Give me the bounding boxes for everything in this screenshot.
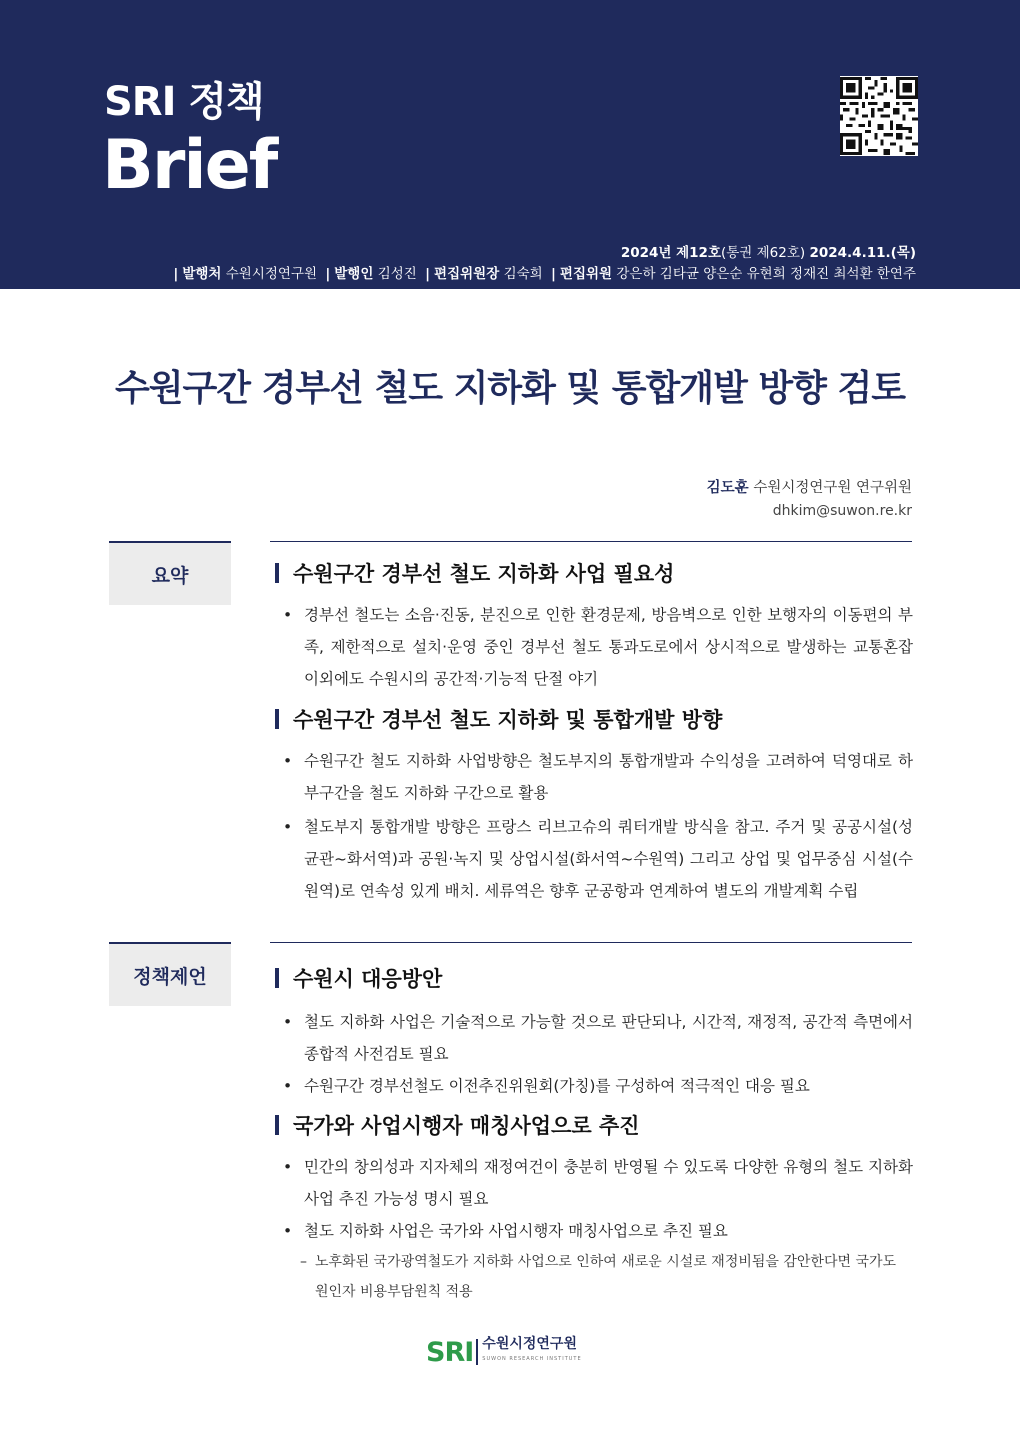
heading-bar-icon [275, 709, 279, 729]
editorial-staff [169, 262, 916, 282]
bullet-icon: • [283, 1077, 293, 1095]
policy-heading-2 [275, 1110, 640, 1140]
bullet-text: 수원구간 철도 지하화 사업방향은 철도부지의 통합개발과 수익성을 고려하여 덕영대로 하부구간을 철도 지하화 구간으로 활용 [304, 752, 913, 802]
bullet-icon: • [283, 1222, 293, 1240]
list-item [283, 1070, 913, 1102]
heading-bar-icon [275, 968, 279, 988]
separator: | [325, 266, 331, 282]
policy-heading-1 [275, 963, 442, 993]
brand-title: SRI 정책 [104, 79, 264, 125]
section-divider [270, 541, 912, 542]
issue-info [621, 241, 916, 261]
masthead [0, 0, 1020, 289]
issue-number: 2024년 제12호 [620, 245, 721, 261]
heading-text: 국가와 사업시행자 매칭사업으로 추진 [293, 1114, 640, 1138]
summary-heading-2 [275, 704, 722, 734]
list-item [283, 745, 913, 809]
separator: | [425, 266, 431, 282]
org-subtitle: SUWON RESEARCH INSTITUTE [482, 1356, 582, 1362]
issuer: 김성진 [377, 266, 417, 282]
separator: | [550, 266, 556, 282]
separator: | [173, 266, 179, 282]
sri-logo-icon [426, 1337, 473, 1368]
bullet-icon: • [283, 752, 293, 770]
issue-total: (통권 제62호) [721, 245, 806, 261]
heading-text: 수원구간 경부선 철도 지하화 및 통합개발 방향 [293, 708, 723, 732]
editors-label: 편집위원 [559, 266, 613, 282]
summary-label: 요약 [109, 541, 231, 605]
bullet-text: 경부선 철도는 소음·진동, 분진으로 인한 환경문제, 방음벽으로 인한 보행자의 이동편의 부족, 제한적으로 설치·운영 중인 경부선 철도 통과도로에서 상시적으로 발생하는 교통혼잡 이외에도 수원시의 공간적·기능적 단절 야기 [304, 606, 913, 688]
list-item [283, 1151, 913, 1215]
section-divider [270, 942, 912, 943]
author-line [707, 476, 912, 497]
bullet-text: 철도 지하화 사업은 기술적으로 가능할 것으로 판단되나, 시간적, 재정적, 공간적 측면에서 종합적 사전검토 필요 [304, 1013, 913, 1063]
list-item [283, 811, 913, 907]
bullet-icon: • [283, 1158, 293, 1176]
footer-logo [426, 1336, 582, 1368]
heading-bar-icon [275, 1115, 279, 1135]
logo-divider [476, 1339, 478, 1365]
qr-code-icon[interactable] [840, 76, 918, 156]
author-name: 김도훈 [706, 480, 749, 496]
heading-text: 수원구간 경부선 철도 지하화 사업 필요성 [293, 562, 675, 586]
heading-bar-icon [275, 563, 279, 583]
org-name: 수원시정연구원 [482, 1336, 577, 1352]
policy-label: 정책제언 [109, 942, 231, 1006]
sub-bullet-text: 노후화된 국가광역철도가 지하화 사업으로 인하여 새로운 시설로 재정비됨을 감안한다면 국가도 원인자 비용부담원칙 적용 [315, 1254, 897, 1300]
brand-subtitle: Brief [102, 126, 277, 205]
bullet-icon: • [283, 1013, 293, 1031]
dash-icon: – [300, 1254, 307, 1270]
sub-list-item [300, 1247, 913, 1307]
bullet-icon: • [283, 606, 293, 624]
list-item [283, 1215, 913, 1247]
bullet-text: 철도부지 통합개발 방향은 프랑스 리브고슈의 쿼터개발 방식을 참고. 주거 및 공공시설(성균관~화서역)과 공원·녹지 및 상업시설(화서역~수원역) 그리고 상업 및 업무중심 시설(수원역)로 연속성 있게 배치. 세류역은 향후 군공항과 연계하여 별도의 개발계획 수립 [304, 818, 913, 900]
issue-date: 2024.4.11.(목) [809, 245, 916, 261]
bullet-text: 철도 지하화 사업은 국가와 사업시행자 매칭사업으로 추진 필요 [304, 1222, 728, 1240]
list-item [283, 1006, 913, 1070]
publisher: 수원시정연구원 [225, 266, 318, 282]
publisher-label: 발행처 [182, 266, 222, 282]
bullet-text: 수원구간 경부선철도 이전추진위원회(가칭)를 구성하여 적극적인 대응 필요 [304, 1077, 810, 1095]
page-title: 수원구간 경부선 철도 지하화 및 통합개발 방향 검토 [114, 368, 906, 409]
org-name-block [482, 1337, 581, 1367]
list-item [283, 599, 913, 695]
chief-editor-label: 편집위원장 [434, 266, 500, 282]
bullet-text: 민간의 창의성과 지자체의 재정여건이 충분히 반영될 수 있도록 다양한 유형의 철도 지하화 사업 추진 가능성 명시 필요 [304, 1158, 913, 1208]
chief-editor: 김숙희 [503, 266, 543, 282]
heading-text: 수원시 대응방안 [293, 967, 443, 991]
editors: 강은하 김타균 양은순 유현희 정재진 최석환 한연주 [616, 266, 916, 282]
author-email[interactable]: dhkim@suwon.re.kr [772, 503, 912, 519]
author-affiliation: 수원시정연구원 연구위원 [753, 480, 912, 496]
issuer-label: 발행인 [334, 266, 374, 282]
logo-text: SRI [426, 1336, 474, 1368]
summary-heading-1 [275, 558, 674, 588]
bullet-icon: • [283, 818, 293, 836]
